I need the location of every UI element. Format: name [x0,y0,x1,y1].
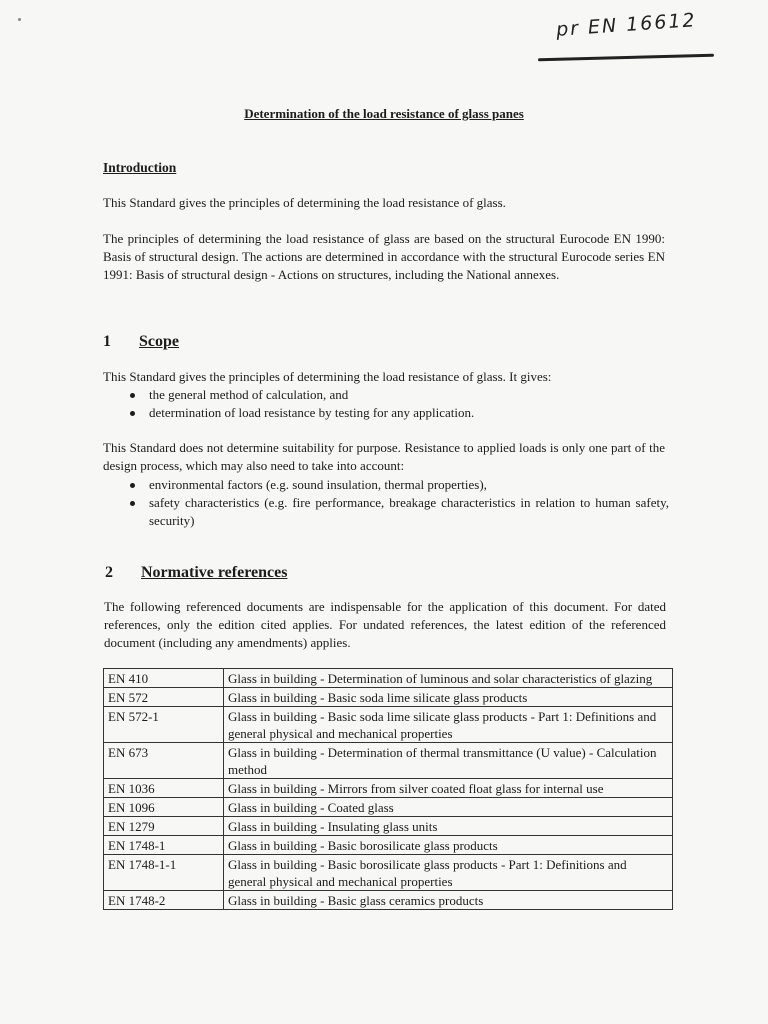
reference-code: EN 1096 [104,798,224,817]
references-table [103,668,673,910]
reference-code: EN 1748-1-1 [104,855,224,891]
reference-title: Glass in building - Coated glass [224,798,673,817]
table-row [104,817,673,836]
document-title: Determination of the load resistance of glass panes [244,106,524,121]
list-item: determination of load resistance by testing for any application. [129,404,669,422]
table-row [104,743,673,779]
table-row [104,836,673,855]
normative-references-paragraph: The following referenced documents are indispensable for the application of this document. For dated references, only the edition cited applies. For undated references, the latest edition of the referenced document (including any amendments) applies. [104,599,666,650]
list-item: the general method of calculation, and [129,386,669,404]
reference-code: EN 1748-1 [104,836,224,855]
scope-heading [103,333,179,351]
scope-bullet-list-1 [129,386,669,422]
table-row [104,891,673,910]
table-row [104,798,673,817]
reference-title: Glass in building - Mirrors from silver coated float glass for internal use [224,779,673,798]
scope-number: 1 [103,333,111,350]
table-row [104,688,673,707]
reference-title: Glass in building - Basic soda lime silicate glass products - Part 1: Definitions and general physical and mechanical properties [224,707,673,743]
scope-bullet-list-2 [129,476,669,530]
scope-title: Scope [139,333,179,350]
table-row [104,707,673,743]
table-row [104,855,673,891]
reference-title: Glass in building - Determination of luminous and solar characteristics of glazing [224,669,673,688]
scan-speck [18,18,21,21]
scope-paragraph-2: This Standard does not determine suitability for purpose. Resistance to applied loads is only one part of the design process, which may also need to take into account: [103,440,665,473]
reference-code: EN 1748-2 [104,891,224,910]
reference-title: Glass in building - Basic soda lime silicate glass products [224,688,673,707]
reference-code: EN 572-1 [104,707,224,743]
reference-title: Glass in building - Basic borosilicate glass products [224,836,673,855]
normative-references-number: 2 [105,564,113,581]
handwritten-underline [538,54,714,62]
reference-title: Glass in building - Determination of thermal transmittance (U value) - Calculation method [224,743,673,779]
reference-title: Glass in building - Insulating glass units [224,817,673,836]
table-row [104,669,673,688]
reference-code: EN 572 [104,688,224,707]
reference-code: EN 1036 [104,779,224,798]
reference-title: Glass in building - Basic glass ceramics products [224,891,673,910]
list-item: environmental factors (e.g. sound insulation, thermal properties), [129,476,669,494]
normative-references-heading [105,564,287,582]
reference-code: EN 410 [104,669,224,688]
reference-code: EN 673 [104,743,224,779]
handwritten-annotation: pr EN 16612 [555,9,698,41]
scope-paragraph-1: This Standard gives the principles of determining the load resistance of glass. It gives: [103,369,552,384]
introduction-paragraph-1: This Standard gives the principles of determining the load resistance of glass. [103,195,506,210]
table-row [104,779,673,798]
introduction-heading: Introduction [103,160,177,175]
normative-references-title: Normative references [141,564,288,581]
reference-code: EN 1279 [104,817,224,836]
introduction-paragraph-2: The principles of determining the load resistance of glass are based on the structural Eurocode EN 1990: Basis of structural design. The actions are determined in accordance with the structural Eurocode series EN 1991: Basis of structural design - Actions on structures, including the National annexes. [103,231,665,282]
reference-title: Glass in building - Basic borosilicate glass products - Part 1: Definitions and general physical and mechanical properties [224,855,673,891]
list-item: safety characteristics (e.g. fire performance, breakage characteristics in relation to human safety, security) [129,494,669,530]
